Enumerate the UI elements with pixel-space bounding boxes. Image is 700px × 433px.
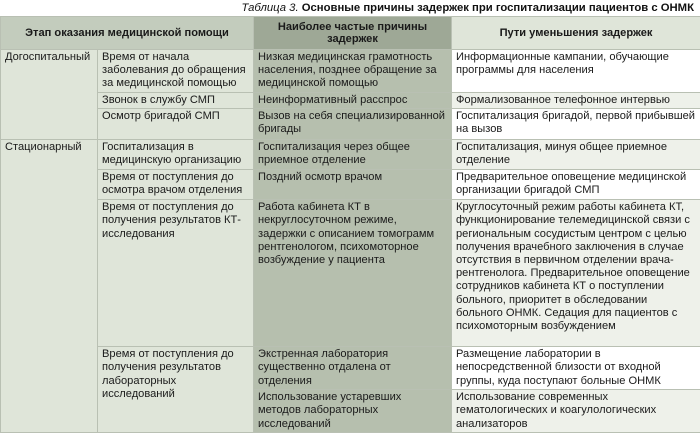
time-cell: Время от поступления до получения результатов лабораторных исследований (98, 347, 254, 433)
time-cell: Время от поступления до получения результатов КТ-исследования (98, 200, 254, 347)
header-cause: Наиболее частые причины задержек (254, 17, 452, 50)
cause-cell: Госпитализация через общее приемное отделение (254, 140, 452, 170)
cause-cell: Низкая медицинская грамотность населения, позднее обращение за медицинской помощью (254, 50, 452, 93)
cause-cell: Работа кабинета КТ в некруглосуточном режиме, задержки с описанием томограмм рентгенологом, психомоторное возбуждение у пациента (254, 200, 452, 347)
table-row (1, 109, 700, 140)
cause-cell: Вызов на себя специализированной бригады (254, 109, 452, 140)
table-row (1, 93, 700, 109)
fix-cell: Использование современных гематологических и коагулологических анализаторов (452, 390, 700, 433)
fix-cell: Информационные кампании, обучающие программы для населения (452, 50, 700, 93)
time-cell: Звонок в службу СМП (98, 93, 254, 109)
cause-cell: Поздний осмотр врачом (254, 170, 452, 200)
table-row (1, 50, 700, 93)
table-row (1, 170, 700, 200)
header-row (1, 17, 700, 50)
table-row (1, 347, 700, 390)
time-cell: Госпитализация в медицинскую организацию (98, 140, 254, 170)
fix-cell: Размещение лаборатории в непосредственной близости от входной группы, куда поступают больные ОНМК (452, 347, 700, 390)
table-caption (0, 0, 700, 16)
fix-cell: Предварительное оповещение медицинской организации бригадой СМП (452, 170, 700, 200)
time-cell: Осмотр бригадой СМП (98, 109, 254, 140)
fix-cell: Госпитализация бригадой, первой прибывшей на вызов (452, 109, 700, 140)
fix-cell: Круглосуточный режим работы кабинета КТ, функционирование телемедицинской связи с региональным сосудистым центром с целью получения врачебного заключения в случае отсутствия в первичном отделении врача-рентгенолога. Предварительное оповещение сотрудников кабинета КТ о поступлении больного, приоритет в обследовании больного ОНМК. Седация для пациентов с психомоторным возбуждением (452, 200, 700, 347)
table-row (1, 200, 700, 347)
time-cell: Время от начала заболевания до обращения за медицинской помощью (98, 50, 254, 93)
caption-title: Основные причины задержек при госпитализации пациентов с ОНМК (302, 2, 694, 14)
table-row (1, 140, 700, 170)
cause-cell: Неинформативный расспрос (254, 93, 452, 109)
stage-hospital: Стационарный (1, 140, 98, 433)
fix-cell: Формализованное телефонное интервью (452, 93, 700, 109)
cause-cell: Экстренная лаборатория существенно отдалена от отделения (254, 347, 452, 390)
delays-table (0, 16, 700, 433)
header-stage: Этап оказания медицинской помощи (1, 17, 254, 50)
header-fix: Пути уменьшения задержек (452, 17, 700, 50)
cause-cell: Использование устаревших методов лабораторных исследований (254, 390, 452, 433)
stage-prehospital: Догоспитальный (1, 50, 98, 140)
fix-cell: Госпитализация, минуя общее приемное отделение (452, 140, 700, 170)
caption-label: Таблица 3. (241, 2, 298, 14)
time-cell: Время от поступления до осмотра врачом отделения (98, 170, 254, 200)
